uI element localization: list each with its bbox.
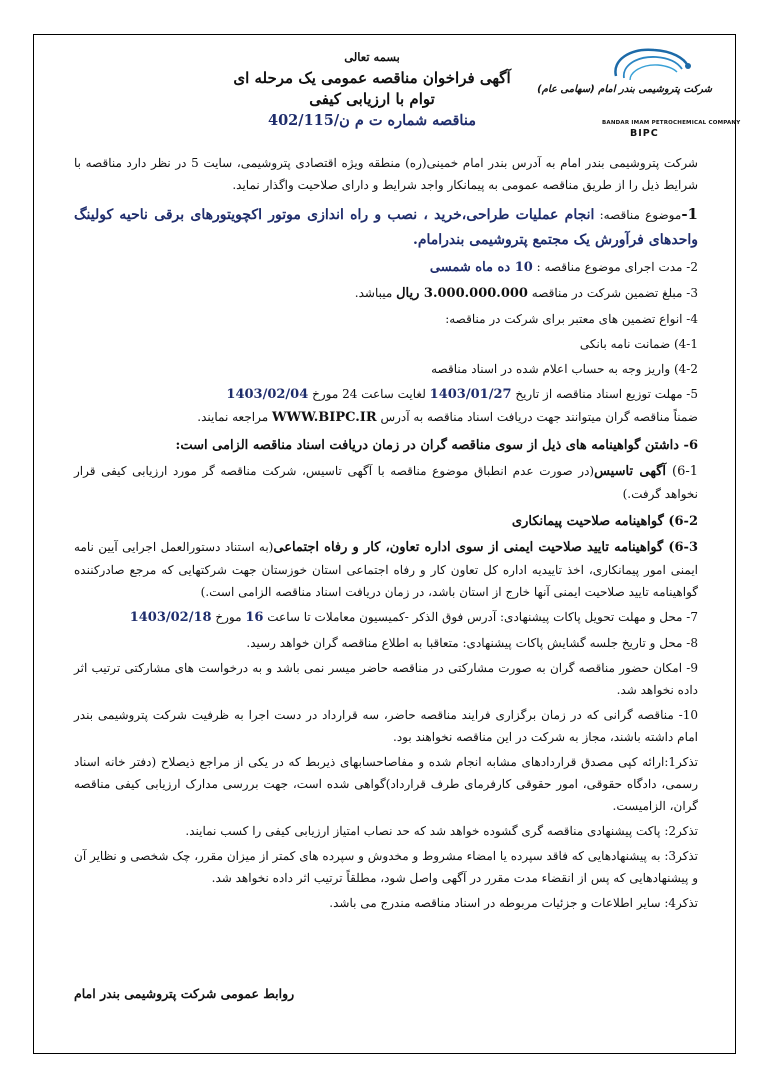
- logo-persian-name: شرکت پتروشیمی بندر امام (سهامی عام): [537, 84, 712, 95]
- item-7-text: 7- محل و مهلت تحویل پاکات پیشنهادی: آدرس فوق الذکر -کمیسیون معاملات تا ساعت: [263, 610, 698, 624]
- item-3: [74, 282, 698, 305]
- item-4-1: 4-1) ضمانت نامه بانکی: [579, 337, 698, 351]
- website-link[interactable]: WWW.BIPC.IR: [271, 410, 377, 425]
- bismillah-line: بسمه تعالی: [344, 50, 400, 64]
- logo-abbreviation: BIPC: [630, 128, 659, 139]
- item-3-text: 3- مبلغ تضمین شرکت در مناقصه: [527, 286, 698, 300]
- item-1-label: موضوع مناقصه:: [594, 208, 682, 222]
- item-5-note-end: مراجعه نمایند.: [197, 410, 272, 424]
- item-3-value: 3.000.000.000 ریال: [396, 286, 528, 301]
- item-6-text: 6- داشتن گواهینامه های ذیل از سوی مناقصه گران در زمان دریافت اسناد مناقصه الزامی است:: [175, 438, 698, 453]
- item-5-date-to: 1403/02/04: [226, 387, 309, 402]
- item-7-mid: مورخ: [211, 610, 246, 624]
- note-4: تذکر4: سایر اطلاعات و جزئیات مربوطه در اسناد مناقصه مندرج می باشد.: [329, 896, 698, 910]
- item-4: 4- انواع تضمین های معتبر برای شرکت در مناقصه:: [445, 312, 698, 326]
- item-7: [74, 606, 698, 629]
- item-3-suffix: میباشد.: [354, 286, 397, 300]
- item-7-date: 1403/02/18: [129, 610, 212, 625]
- item-6-1-prefix: 6-1): [666, 464, 698, 479]
- item-5-note-text: ضمناً مناقصه گران میتوانند جهت دریافت اسناد مناقصه به آدرس: [376, 410, 698, 424]
- item-10: 10- مناقصه گرانی که در زمان برگزاری فرایند مناقصه حاضر، سه قرارداد در دست اجرا به ظرفیت شرکت پتروشیمی بندر امام داشته باشند، مجاز به شرکت در این مناقصه نخواهند بود.: [74, 708, 698, 744]
- item-6-2: 6-2) گواهینامه صلاحیت پیمانکاری: [511, 514, 698, 529]
- item-6-1: [74, 460, 698, 505]
- item-5-text: 5- مهلت توزیع اسناد مناقصه از تاریخ: [511, 387, 698, 401]
- logo-swoosh-icon: [602, 42, 712, 90]
- item-6-1-bold: آگهی تاسیس: [594, 464, 667, 479]
- item-5: [74, 383, 698, 406]
- item-6-3-bold: 6-3) گواهینامه تایید صلاحیت ایمنی از سوی اداره تعاون، کار و رفاه اجتماعی: [273, 540, 699, 555]
- item-4-2: 4-2) واریز وجه به حساب اعلام شده در اسناد مناقصه: [431, 362, 698, 376]
- footer-signature: روابط عمومی شرکت پتروشیمی بندر امام: [74, 986, 295, 1001]
- item-5-note: [74, 406, 698, 429]
- document-body: [74, 152, 698, 914]
- item-6-3-rest: (به استناد دستورالعمل اجرایی آیین نامه ایمنی امور پیمانکاری، اخذ تاییدیه اداره کل تعاون کار و رفاه اجتماعی استان خوزستان جهت شرکتهایی که مرجع صادرکننده گواهینامه تایید صلاحیت ایمنی آنها خارج از استان باشد، در زمان دریافت اسناد مناقصه الزامی است.): [74, 540, 698, 599]
- item-1: [74, 202, 698, 253]
- note-2: تذکر2: پاکت پیشنهادی مناقصه گری گشوده خواهد شد که حد نصاب امتیاز ارزیابی کیفی را کسب نمایند.: [185, 824, 698, 838]
- note-1: تذکر1:ارائه کپی مصدق قراردادهای مشابه انجام شده و مفاصاحسابهای ذیربط که در یکی از مراجع ذیصلاح (دفتر خانه اسناد رسمی، دادگاه حقوقی، امور حقوقی کارفرمای طرف قرارداد)گواهی شده است، جهت بررسی مدارک ارزیابی کیفی مناقصه گران، الزامیست.: [74, 755, 698, 813]
- item-2: [74, 256, 698, 279]
- note-3: تذکر3: به پیشنهادهایی که فاقد سپرده یا امضاء مشروط و مخدوش و سپرده های کمتر از میزان مقرر، چک شخصی و نظایر آن و پیشنهادهایی که پس از انقضاء مدت مقرر در آگهی واصل شود، مطلقاً ترتیب اثر داده نخواهد شد.: [74, 849, 698, 885]
- tender-number: مناقصه شماره ت م ن/402/115: [268, 112, 476, 129]
- document-header: [224, 50, 520, 129]
- document-subtitle: توام با ارزیابی کیفی: [309, 90, 435, 108]
- item-7-hour: 16: [245, 610, 264, 625]
- item-6-3: [74, 536, 698, 603]
- document-title: آگهی فراخوان مناقصه عمومی یک مرحله ای: [233, 69, 511, 87]
- item-8: 8- محل و تاریخ جلسه گشایش پاکات پیشنهادی: متعاقبا به اطلاع مناقصه گران خواهد رسید.: [246, 636, 698, 650]
- intro-paragraph: شرکت پتروشیمی بندر امام به آدرس بندر امام خمینی(ره) منطقه ویژه اقتصادی پتروشیمی، سایت 5 در نظر دارد مناقصه با شرایط ذیل را از طریق مناقصه عمومی به پیمانکار واجد شرایط و دارای صلاحیت واگذار نماید.: [74, 156, 698, 192]
- item-2-value: 10 ده ماه شمسی: [429, 260, 533, 275]
- item-1-subject: انجام عملیات طراحی،خرید ، نصب و راه اندازی موتور اکچویتورهای برقی ناحیه کولینگ واحدهای فرآورش یک مجتمع پتروشیمی بندرامام.: [74, 207, 698, 248]
- item-1-prefix: 1-: [681, 205, 698, 223]
- logo-english-name: BANDAR IMAM PETROCHEMICAL COMPANY: [602, 120, 741, 126]
- item-5-date-from: 1403/01/27: [429, 387, 512, 402]
- company-logo: [537, 40, 741, 139]
- item-2-text: 2- مدت اجرای موضوع مناقصه :: [532, 260, 698, 274]
- item-9: 9- امکان حضور مناقصه گران به صورت مشارکتی در مناقصه حاضر میسر نمی باشد و به درخواست های مشارکتی ترتیب اثر داده نخواهد شد.: [74, 661, 698, 697]
- item-6: [74, 435, 698, 457]
- item-6-1-rest: (در صورت عدم انطباق موضوع مناقصه با آگهی تاسیس، شرکت مناقصه گر مورد ارزیابی کیفی قرار نخواهد گرفت.): [74, 464, 698, 501]
- item-5-mid: لغایت ساعت 24 مورخ: [308, 387, 430, 401]
